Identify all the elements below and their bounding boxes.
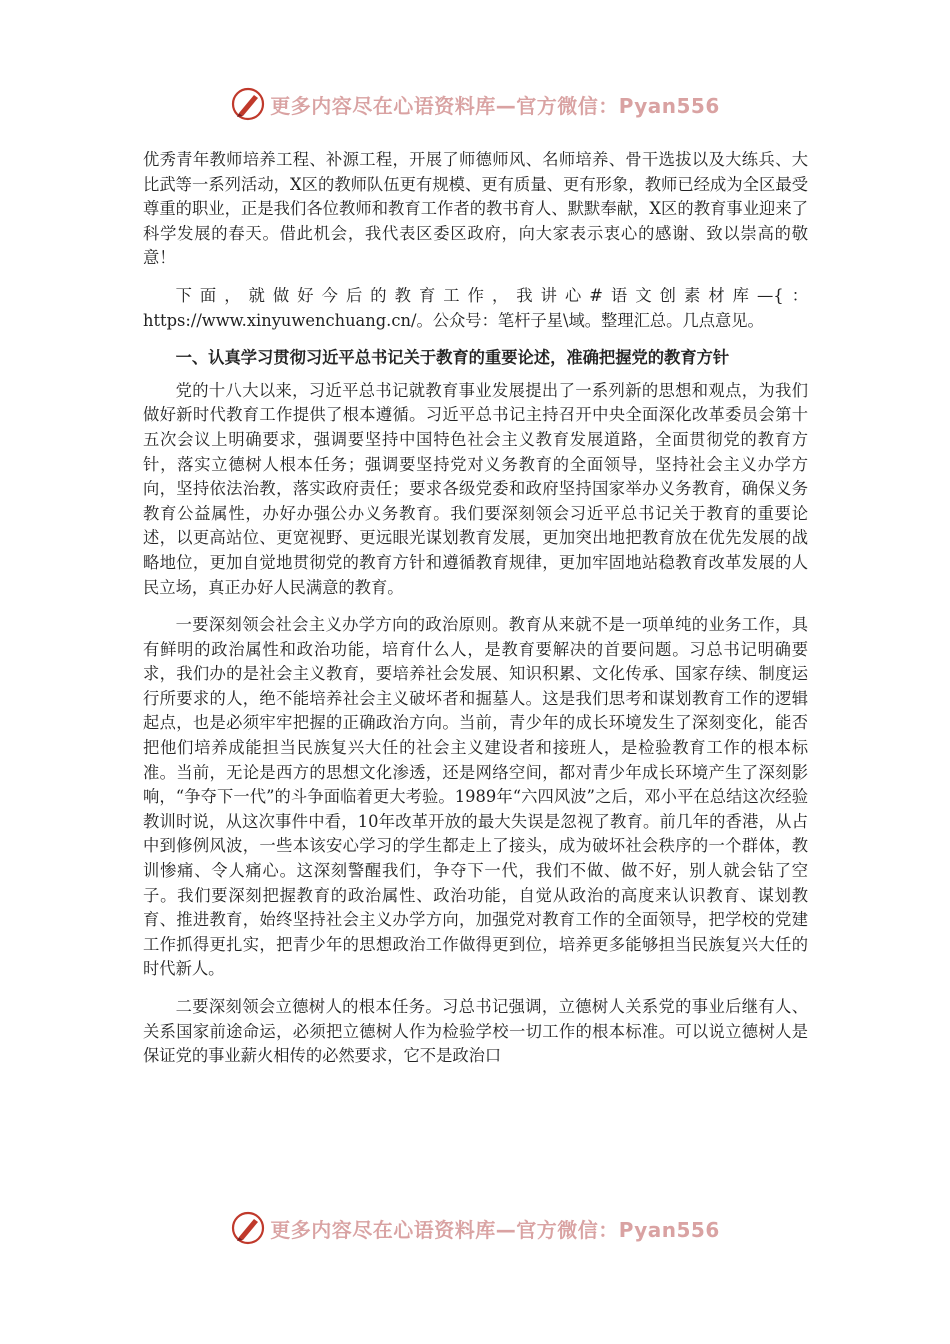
paragraph-point-2: 二要深刻领会立德树人的根本任务。习总书记强调，立德树人关系党的事业后继有人、关系国家前途命运，必须把立德树人作为检验学校一切工作的根本标准。可以说立德树人是保证党的事业薪火相传的必然要求，它不是政治口 <box>143 997 808 1066</box>
paragraph-section-1-overview: 党的十八大以来，习近平总书记就教育事业发展提出了一系列新的思想和观点，为我们做好新时代教育工作提供了根本遵循。习近平总书记主持召开中央全面深化改革委员会第十五次会议上明确要求，强调要坚持中国特色社会主义教育发展道路，全面贯彻党的教育方针，落实立德树人根本任务；强调要坚持党对义务教育的全面领导，坚持社会主义办学方向，坚持依法治教，落实政府责任；要求各级党委和政府坚持国家举办义务教育，确保义务教育公益属性，办好办强公办义务教育。我们要深刻领会习近平总书记关于教育的重要论述，以更高站位、更宽视野、更远眼光谋划教育发展，更加突出地把教育放在优先发展的战略地位，更加自觉地贯彻党的教育方针和遵循教育规律，更加牢固地站稳教育改革发展的人民立场，真正办好人民满意的教育。 <box>143 380 808 597</box>
section-heading-1: 一、认真学习贯彻习近平总书记关于教育的重要论述，准确把握党的教育方针 <box>175 348 730 368</box>
header-watermark-banner <box>0 84 950 124</box>
pen-logo-icon <box>230 1210 266 1246</box>
watermark-text: 更多内容尽在心语资料库—官方微信：Pyan556 <box>270 93 720 118</box>
paragraph-point-1: 一要深刻领会社会主义办学方向的政治原则。教育从来就不是一项单纯的业务工作，具有鲜明的政治属性和政治功能，培育什么人，是教育要解决的首要问题。习总书记明确要求，我们办的是社会主义教育，要培养社会发展、知识积累、文化传承、国家存续、制度运行所要求的人，绝不能培养社会主义破坏者和掘墓人。这是我们思考和谋划教育工作的逻辑起点，也是必须牢牢把握的正确政治方向。当前，青少年的成长环境发生了深刻变化，能否把他们培养成能担当民族复兴大任的社会主义建设者和接班人，是检验教育工作的根本标准。当前，无论是西方的思想文化渗透，还是网络空间，都对青少年成长环境产生了深刻影响，“争夺下一代”的斗争面临着更大考验。1989年“六四风波”之后，邓小平在总结这次经验教训时说，从这次事件中看，10年改革开放的最大失误是忽视了教育。前几年的香港，从占中到修例风波，一些本该安心学习的学生都走上了接头，成为破坏社会秩序的一个群体，教训惨痛、令人痛心。这深刻警醒我们，争夺下一代，我们不做、做不好，别人就会钻了空子。我们要深刻把握教育的政治属性、政治功能，自觉从政治的高度来认识教育、谋划教育、推进教育，始终坚持社会主义办学方向，加强党对教育工作的全面领导，把学校的党建工作抓得更扎实，把青少年的思想政治工作做得更到位，培养更多能够担当民族复兴大任的时代新人。 <box>143 615 808 979</box>
document-body <box>143 148 808 1082</box>
pen-logo-icon <box>230 86 266 122</box>
paragraph-transition: 下面，就做好今后的教育工作，我讲心#语文创素材库—{：https://www.xinyuwenchuang.cn/。公众号：笔杆子星\域。整理汇总。几点意见。 <box>143 285 808 330</box>
watermark-text: 更多内容尽在心语资料库—官方微信：Pyan556 <box>270 1217 720 1242</box>
footer-watermark-banner <box>0 1208 950 1248</box>
paragraph-intro: 优秀青年教师培养工程、补源工程，开展了师德师风、名师培养、骨干选拔以及大练兵、大比武等一系列活动，X区的教师队伍更有规模、更有质量、更有形象，教师已经成为全区最受尊重的职业，正是我们各位教师和教育工作者的教书育人、默默奉献，X区的教育事业迎来了科学发展的春天。借此机会，我代表区委区政府，向大家表示衷心的感谢、致以崇高的敬意！ <box>143 150 808 268</box>
